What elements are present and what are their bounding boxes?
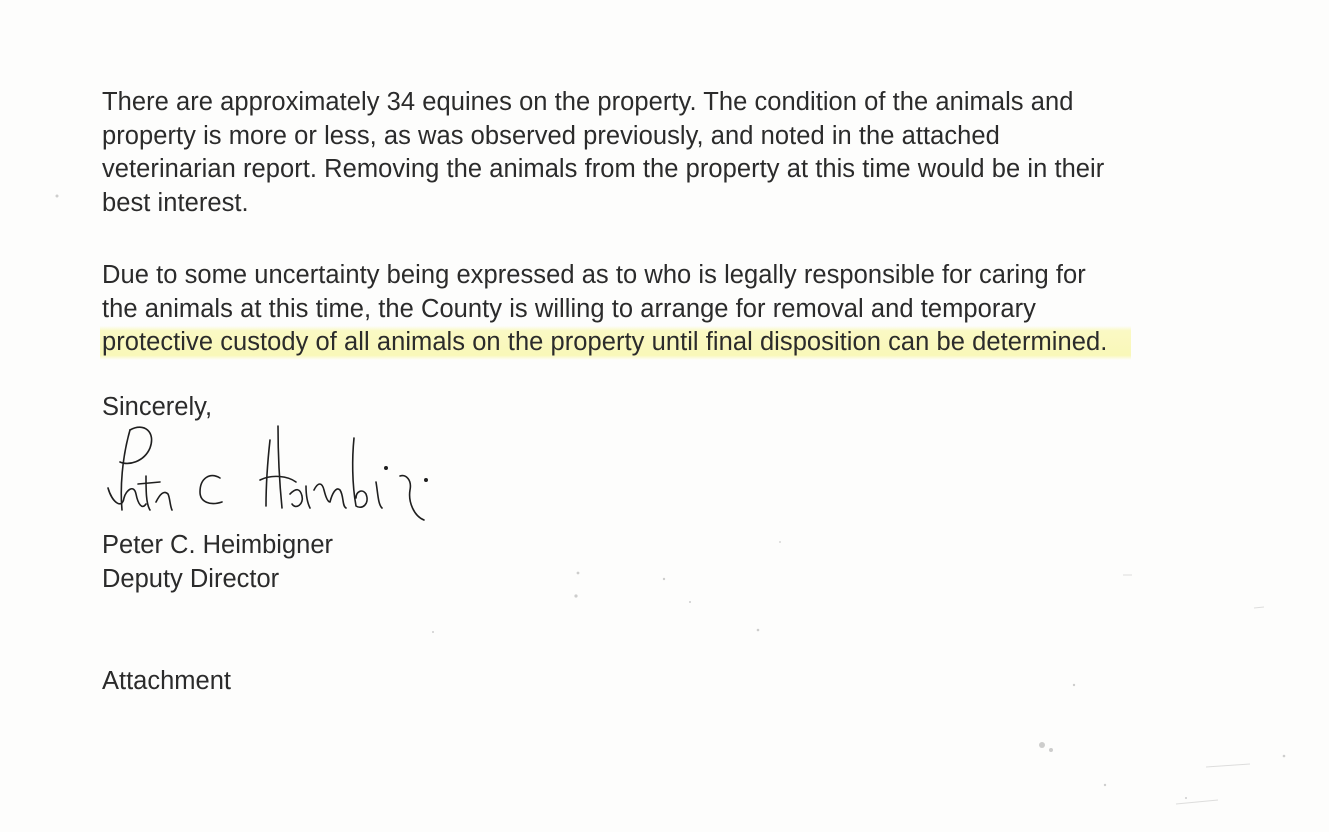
paragraph-line: the animals at this time, the County is willing to arrange for removal and temporary xyxy=(102,294,1036,323)
highlighted-text: protective custody of all animals on the property until final disposition can be determined. xyxy=(100,326,1131,360)
paragraph-line: best interest. xyxy=(102,188,249,217)
signer-title: Deputy Director xyxy=(102,565,280,593)
signer-name: Peter C. Heimbigner xyxy=(102,531,334,559)
handwritten-signature xyxy=(100,418,460,543)
paragraph-equines xyxy=(102,86,1292,220)
paragraph-line: There are approximately 34 equines on the property. The condition of the animals and xyxy=(102,88,1074,116)
paragraph-line: veterinarian report. Removing the animals from the property at this time would be in their xyxy=(102,155,1105,183)
paragraph-line: Due to some uncertainty being expressed as to who is legally responsible for caring for xyxy=(102,261,1086,289)
paragraph-line: property is more or less, as was observed previously, and noted in the attached xyxy=(102,121,1000,150)
paragraph-line-wrapper xyxy=(102,326,1292,360)
attachment-label: Attachment xyxy=(102,667,231,695)
closing-salutation: Sincerely, xyxy=(102,393,213,421)
paragraph-custody xyxy=(102,259,1292,360)
